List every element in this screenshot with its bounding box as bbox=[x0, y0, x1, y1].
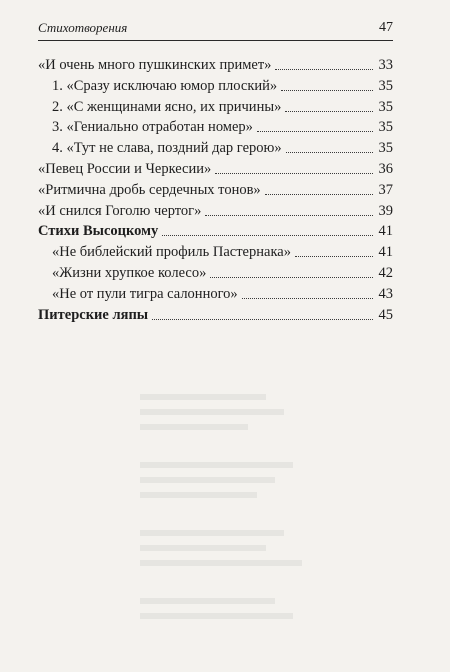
toc-entry-page: 37 bbox=[378, 181, 393, 198]
toc-entry-page: 35 bbox=[378, 77, 393, 94]
toc-entry bbox=[52, 240, 393, 262]
dot-leader bbox=[242, 298, 373, 299]
dot-leader bbox=[265, 194, 373, 195]
toc-entry-page: 35 bbox=[378, 119, 393, 136]
toc-entry-page: 35 bbox=[378, 98, 393, 115]
toc-entry bbox=[38, 199, 393, 221]
running-header-title: Стихотворения bbox=[38, 20, 128, 35]
toc-section-entry bbox=[38, 219, 393, 241]
page-number: 47 bbox=[379, 20, 393, 35]
toc-entry-title: «И очень много пушкинских примет» bbox=[38, 57, 272, 73]
toc-entry-page: 41 bbox=[378, 223, 393, 240]
toc-entry-title: 3. «Гениально отработан номер» bbox=[52, 119, 253, 136]
dot-leader bbox=[210, 277, 372, 278]
dot-leader bbox=[152, 319, 372, 320]
toc-entry bbox=[52, 74, 393, 96]
toc-entry-page: 39 bbox=[378, 202, 393, 219]
toc-entry-page: 35 bbox=[378, 140, 393, 157]
dot-leader bbox=[162, 235, 372, 236]
toc-entry bbox=[38, 157, 393, 179]
toc-entry-title: «И снился Гоголю чертог» bbox=[38, 202, 202, 219]
toc-entry-title: 2. «С женщинами ясно, их причины» bbox=[52, 98, 282, 115]
dot-leader bbox=[285, 111, 372, 112]
dot-leader bbox=[205, 215, 372, 216]
dot-leader bbox=[286, 152, 373, 153]
toc-entry-page: 43 bbox=[378, 285, 393, 302]
toc-entry bbox=[52, 95, 393, 117]
toc-entry-title: 1. «Сразу исключаю юмор плоский» bbox=[52, 77, 278, 94]
header-rule bbox=[38, 40, 393, 41]
dot-leader bbox=[257, 131, 373, 132]
toc-entry-page: 45 bbox=[378, 306, 393, 323]
toc-entry-title: Стихи Высоцкому bbox=[38, 223, 159, 240]
dot-leader bbox=[295, 256, 373, 257]
toc-entry-title: Питерские ляпы bbox=[38, 306, 149, 323]
toc-entry bbox=[52, 282, 393, 304]
running-header bbox=[38, 20, 393, 40]
toc-section-entry bbox=[38, 303, 393, 325]
toc-entry-page: 42 bbox=[378, 265, 393, 281]
toc-entry-page: 41 bbox=[378, 244, 393, 261]
toc-entry-title: «Жизни хрупкое колесо» bbox=[52, 265, 207, 281]
toc-entry-title: «Не библейский профиль Пастернака» bbox=[52, 244, 291, 261]
toc-entry bbox=[52, 261, 393, 283]
dot-leader bbox=[215, 173, 372, 174]
dot-leader bbox=[281, 90, 372, 91]
dot-leader bbox=[275, 69, 372, 70]
toc-entry-page: 33 bbox=[378, 57, 393, 73]
toc-entry-title: 4. «Тут не слава, поздний дар герою» bbox=[52, 140, 282, 157]
toc-entry bbox=[52, 136, 393, 158]
toc-entry bbox=[38, 178, 393, 200]
toc-entry-title: «Ритмична дробь сердечных тонов» bbox=[38, 181, 261, 198]
toc-entry bbox=[52, 115, 393, 137]
toc-entry bbox=[38, 53, 393, 75]
toc-entry-title: «Не от пули тигра салонного» bbox=[52, 285, 238, 302]
toc-entry-title: «Певец России и Черкесии» bbox=[38, 161, 212, 177]
toc-entry-page: 36 bbox=[378, 161, 393, 177]
show-through-text bbox=[140, 385, 320, 635]
